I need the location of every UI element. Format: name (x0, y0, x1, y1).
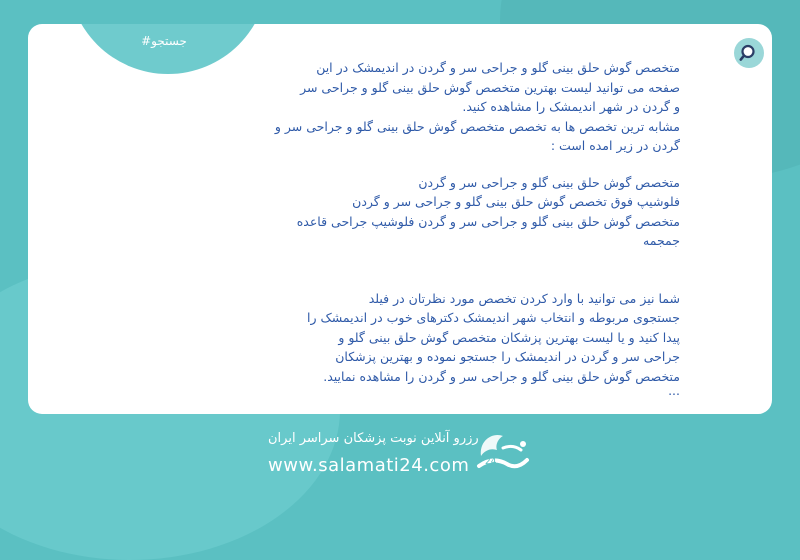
intro-line: مشابه ترین تخصص ها به تخصص متخصص گوش حلق بینی گلو و جراحی سر و (274, 118, 680, 134)
description-text (250, 58, 680, 396)
related-specialty[interactable]: جمجمه (643, 233, 680, 248)
intro-line: و گردن در شهر اندیمشک را مشاهده کنید. (462, 99, 680, 114)
outro-line: جراحی سر و گردن در اندیمشک را جستجو نموده و بهترین پزشکان (335, 349, 680, 364)
footer-tagline: رزرو آنلاین نوبت پزشکان سراسر ایران (268, 431, 479, 446)
tag-badge-background (68, 24, 268, 74)
tag-label[interactable]: #جستجو (141, 34, 187, 48)
intro-line: متخصص گوش حلق بینی گلو و جراحی سر و گردن در اندیمشک در این (316, 60, 680, 75)
outro-line: شما نیز می توانید با وارد کردن تخصص مورد نظرتان در فیلد (368, 290, 680, 306)
outro-line: پیدا کنید و یا لیست بهترین پزشکان متخصص گوش حلق بینی گلو و (338, 329, 680, 345)
related-specialty[interactable]: فلوشیپ فوق تخصص گوش حلق بینی گلو و جراحی سر و گردن (352, 194, 680, 209)
footer-url[interactable]: www.salamati24.com (268, 455, 470, 476)
related-specialty[interactable]: متخصص گوش حلق بینی گلو و جراحی سر و گردن (418, 174, 680, 190)
search-icon (739, 43, 759, 63)
outro-line: متخصص گوش حلق بینی گلو و جراحی سر و گردن را مشاهده نمایید. (323, 368, 680, 384)
content-card (28, 24, 772, 414)
related-specialty[interactable]: متخصص گوش حلق بینی گلو و جراحی سر و گردن فلوشیپ جراحی قاعده (296, 213, 680, 229)
intro-line: گردن در زیر امده است : (550, 138, 680, 153)
intro-line: صفحه می توانید لیست بهترین متخصص گوش حلق بینی گلو و جراحی سر (300, 79, 680, 95)
svg-text:24: 24 (485, 457, 497, 467)
ellipsis: ... (668, 383, 680, 398)
outro-line: جستجوی مربوطه و انتخاب شهر اندیمشک دکترهای خوب در اندیمشک را (307, 310, 680, 325)
salamati-logo-icon (473, 426, 531, 476)
search-button[interactable] (734, 38, 764, 68)
